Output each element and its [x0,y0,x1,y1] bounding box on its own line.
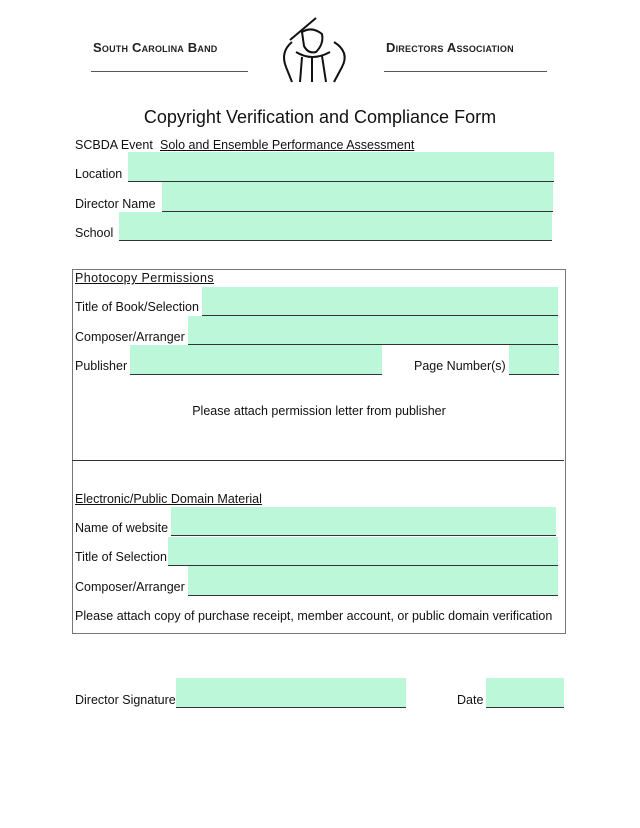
page-numbers-label: Page Number(s) [414,359,506,373]
electronic-heading: Electronic/Public Domain Material [75,492,262,506]
page-title: Copyright Verification and Compliance Form [143,107,497,127]
header-rule-left [91,71,248,72]
school-label: School [75,226,114,240]
electronic-note: Please attach copy of purchase receipt, member account, or public domain verification [75,609,553,623]
section-divider [72,460,564,461]
location-label: Location [75,167,123,181]
composer-field[interactable] [188,316,558,345]
selection-title-field[interactable] [168,537,558,566]
date-label: Date [457,693,484,707]
org-name-right: Directors Association [386,40,514,55]
director-name-field[interactable] [162,182,553,212]
page-numbers-field[interactable] [509,345,559,375]
electronic-composer-field[interactable] [188,566,558,596]
composer-label: Composer/Arranger [75,330,185,344]
director-name-label: Director Name [75,197,156,211]
conductor-logo [272,12,354,84]
header-rule-right [384,71,547,72]
photocopy-heading: Photocopy Permissions [75,271,215,285]
signature-field[interactable] [176,678,406,708]
signature-label: Director Signature [75,693,176,707]
book-title-field[interactable] [202,287,558,316]
title-label: Title of Book/Selection [75,300,199,314]
electronic-composer-label: Composer/Arranger [75,580,185,594]
location-field[interactable] [128,152,554,182]
publisher-label: Publisher [75,359,128,373]
selection-title-label: Title of Selection [75,550,167,564]
org-name-left: South Carolina Band [93,40,218,55]
website-field[interactable] [171,507,556,536]
date-field[interactable] [486,678,564,708]
school-field[interactable] [119,212,552,241]
photocopy-note: Please attach permission letter from publisher [192,404,446,418]
publisher-field[interactable] [130,345,382,375]
website-label: Name of website [75,521,169,535]
event-label: SCBDA Event [75,138,153,152]
event-value: Solo and Ensemble Performance Assessment [160,138,415,152]
